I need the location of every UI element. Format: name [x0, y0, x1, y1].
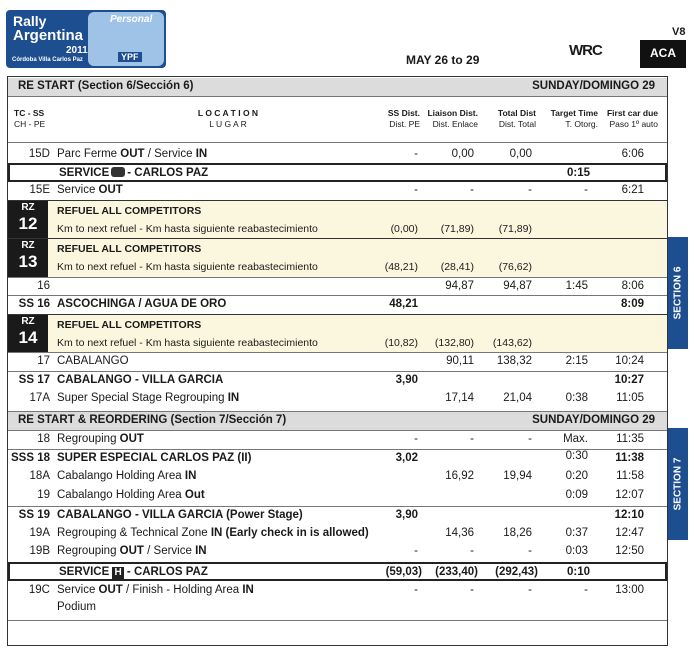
table-row: 17A Super Special Stage Regrouping IN 17,14 21,04 0:38 11:05 [29, 392, 644, 404]
stage-row: SSS 18 SUPER ESPECIAL CARLOS PAZ (II) 3,02 11:38 [8, 449, 667, 467]
table-row: 15D Parc Ferme OUT / Service IN - 0,00 0,00 6:06 [28, 148, 644, 160]
table-row: 19B Regrouping OUT / Service IN - - - 0:03 12:50 [29, 545, 644, 557]
event-dates: MAY 26 to 29 [406, 53, 480, 67]
table-row: 19 Cabalango Holding Area Out 0:09 12:07 [37, 489, 644, 501]
refuel-zone-badge: RZ 13 [8, 239, 48, 277]
refuel-row: RZ 14 REFUEL ALL COMPETITORS Km to next refuel - Km hasta siguiente reabastecimiento (10,82) (132,80) (143,62) [8, 314, 667, 353]
col-code: TC - SS CH - PE [14, 108, 46, 129]
aca-logo: ACA [640, 40, 686, 68]
column-headers [8, 108, 667, 136]
refuel-zone-badge: RZ 12 [8, 201, 48, 239]
refuel-row: RZ 13 REFUEL ALL COMPETITORS Km to next refuel - Km hasta siguiente reabastecimiento (48,21) (28,41) (76,62) [8, 238, 667, 277]
ypf-logo: YPF [118, 52, 142, 62]
wrc-logo: WRC [569, 42, 602, 59]
version-label: V8 [672, 26, 686, 38]
table-row: 15E Service OUT - - - - 6:21 [29, 184, 644, 196]
header-divider [8, 142, 667, 143]
table-row: 17 CABALANGO 90,11 138,32 2:15 10:24 [8, 352, 667, 370]
table-row: 19C Service OUT / Finish - Holding Area IN Podium - - - - 13:00 [28, 584, 644, 613]
stage-row: SS 16 ASCOCHINGA / AGUA DE ORO 48,21 8:09 [8, 295, 667, 313]
logo-places: Córdoba Villa Carlos Paz [12, 57, 83, 63]
stage-row: SS 17 CABALANGO - VILLA GARCIA 3,90 10:27 [8, 371, 667, 389]
col-ss-dist: SS Dist. Dist. PE [387, 108, 420, 129]
stage-row: SS 19 CABALANGO - VILLA GARCIA (Power Stage) 3,90 12:10 [8, 506, 667, 524]
col-liaison: Liaison Dist. Dist. Enlace [427, 108, 478, 129]
section6-header [8, 78, 667, 97]
section7-header: RE START & REORDERING (Section 7/Sección 7) SUNDAY/DOMINGO 29 [8, 411, 667, 431]
col-location: L O C A T I O N L U G A R [197, 108, 259, 129]
section7-side-tab: SECTION 7 [668, 428, 688, 540]
section6-day: SUNDAY/DOMINGO 29 [532, 80, 655, 92]
table-row: 18 Regrouping OUT - - - Max. 0:30 11:35 [37, 433, 644, 462]
table-row: 19A Regrouping & Technical Zone IN (Early check in is allowed) 14,36 18,26 0:37 12:47 [29, 527, 644, 539]
footer-divider [8, 620, 667, 621]
section6-side-tab: SECTION 6 [668, 237, 688, 349]
table-row: 18A Cabalango Holding Area IN 16,92 19,94 0:20 11:58 [29, 470, 644, 482]
refuel-row: RZ 12 REFUEL ALL COMPETITORS Km to next refuel - Km hasta siguiente reabastecimiento (0,00) (71,89) (71,89) [8, 200, 667, 239]
logo-year: 2011 [66, 45, 88, 56]
col-first-car: First car due Paso 1º auto [606, 108, 658, 129]
logo-line-rally: Rally [13, 13, 47, 29]
service-h-icon: H [114, 567, 122, 578]
service-row: SERVICE - CARLOS PAZ 0:15 [8, 163, 667, 182]
refuel-zone-badge: RZ 14 [8, 315, 48, 353]
section6-title: RE START (Section 6/Sección 6) [18, 80, 194, 92]
table-row: 16 94,87 94,87 1:45 8:06 [8, 277, 667, 295]
rally-argentina-logo [6, 10, 166, 68]
logo-line-argentina: Argentina [13, 27, 84, 44]
service-row: SERVICE H - CARLOS PAZ (59,03) (233,40) (292,43) 0:10 [8, 562, 667, 581]
service-icon [111, 167, 125, 177]
col-target: Target Time T. Otorg. [550, 108, 598, 129]
personal-label: Personal [110, 14, 153, 25]
col-total: Total Dist Dist. Total [497, 108, 536, 129]
